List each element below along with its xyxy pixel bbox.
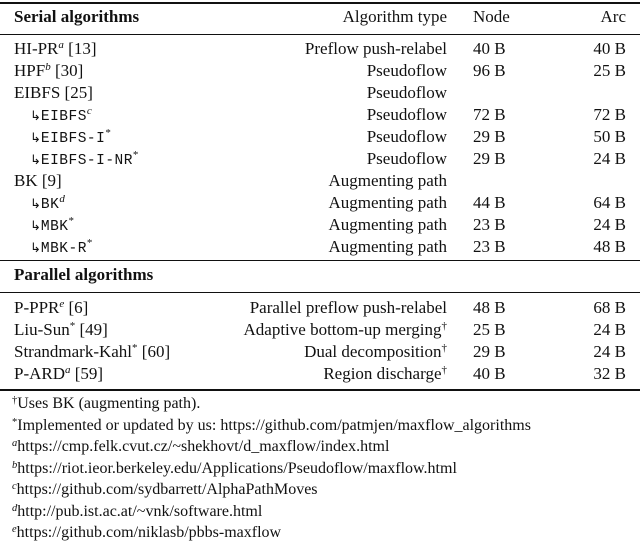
citation: [9] [37, 171, 62, 190]
node-size: 48 B [473, 298, 506, 317]
table-row [0, 148, 640, 170]
algorithm-label: MBK [40, 219, 69, 235]
arc-size: 64 B [593, 193, 626, 212]
arc-size: 40 B [593, 39, 626, 58]
footnote-text: Implemented or updated by us: https://github.com/patmjen/maxflow_algorithms [17, 416, 531, 434]
footnote-mark: † [12, 395, 18, 406]
algorithm-type [367, 126, 447, 148]
node-size: 29 B [473, 342, 506, 361]
arc-size: 24 B [593, 215, 626, 234]
algorithm-label: EIBFS-I-NR [40, 153, 133, 169]
footnote [12, 479, 632, 501]
sub-arrow-icon: ↳ [30, 109, 41, 124]
algorithm-name [14, 297, 88, 319]
bottom-rule [0, 389, 640, 391]
algorithm-type-label: Augmenting path [328, 237, 447, 256]
algorithm-type-label: Augmenting path [328, 215, 447, 234]
footnote-mark: c [12, 481, 17, 492]
algorithm-type [328, 170, 447, 192]
arc-size: 24 B [593, 320, 626, 339]
footnote-mark: * [12, 416, 18, 428]
top-rule [0, 2, 640, 4]
table-row [0, 104, 640, 126]
algorithm-label: BK [40, 197, 60, 213]
algorithm-type [367, 82, 447, 104]
table-header [0, 6, 640, 28]
algorithm-type-label: Adaptive bottom-up merging [243, 320, 442, 339]
footnote-mark: d [12, 502, 18, 514]
sub-arrow-icon: ↳ [30, 219, 41, 234]
footnote-text: https://riot.ieor.berkeley.edu/Applications/Pseudoflow/maxflow.html [17, 459, 457, 477]
citation: [13] [63, 39, 97, 58]
table-row [0, 341, 640, 363]
algorithm-name [14, 60, 83, 82]
footnote-mark: * [105, 127, 111, 139]
algorithm-type [244, 319, 448, 341]
table-row [0, 60, 640, 82]
header-node: Node [473, 7, 510, 26]
citation: [49] [75, 320, 108, 339]
table-row [0, 214, 640, 236]
footnote-mark: e [59, 298, 65, 310]
sub-arrow-icon: ↳ [30, 197, 41, 212]
algorithm-type [328, 236, 447, 258]
algorithm-label: EIBFS-I [40, 131, 106, 147]
node-size: 29 B [473, 149, 506, 168]
algorithm-label: MBK-R [40, 241, 87, 257]
algorithm-name [30, 104, 92, 128]
algorithm-label: EIBFS [14, 83, 61, 102]
footnote [12, 415, 632, 437]
table-row [0, 126, 640, 148]
footnote-text: Uses BK (augmenting path). [17, 395, 201, 412]
algorithm-label: P-ARD [14, 364, 66, 383]
arc-size: 24 B [593, 149, 626, 168]
node-size: 25 B [473, 320, 506, 339]
table-row [0, 319, 640, 341]
footnote-text: https://cmp.felk.cvut.cz/~shekhovt/d_maxflow/index.html [17, 438, 390, 455]
parallel-header-rule [0, 292, 640, 293]
algorithm-name [30, 126, 111, 150]
algorithm-type [304, 341, 447, 363]
algorithm-label: Strandmark-Kahl [14, 342, 133, 361]
sub-arrow-icon: ↳ [30, 153, 41, 168]
node-size: 72 B [473, 105, 506, 124]
algorithm-type [367, 148, 447, 170]
algorithm-label: Liu-Sun [14, 320, 70, 339]
section-rule [0, 260, 640, 261]
algorithm-type [367, 104, 447, 126]
algorithm-type-label: Pseudoflow [366, 61, 447, 80]
algorithm-type [323, 363, 447, 385]
arc-size: 68 B [593, 298, 626, 317]
algorithm-name [14, 170, 62, 192]
dagger-mark: † [441, 364, 447, 376]
node-size: 40 B [473, 39, 506, 58]
algorithm-type-label: Dual decomposition [304, 342, 442, 361]
arc-size: 72 B [593, 105, 626, 124]
algorithm-label: EIBFS [40, 109, 87, 125]
footnote-mark: a [12, 438, 18, 449]
algorithm-name [30, 236, 92, 260]
citation: [60] [137, 342, 171, 361]
dagger-mark: † [441, 320, 447, 332]
algorithm-type [328, 192, 447, 214]
algorithm-name [14, 341, 170, 363]
table-row [0, 38, 640, 60]
citation: [59] [70, 364, 104, 383]
footnote [12, 522, 632, 544]
algorithm-name [14, 38, 96, 60]
algorithm-type-label: Pseudoflow [366, 105, 447, 124]
node-size: 23 B [473, 237, 506, 256]
footnote-mark: e [12, 524, 17, 535]
arc-size: 32 B [593, 364, 626, 383]
sub-arrow-icon: ↳ [30, 131, 41, 146]
footnotes [12, 393, 632, 544]
arc-size: 50 B [593, 127, 626, 146]
footnote-mark: a [65, 364, 71, 376]
algorithm-name [14, 319, 108, 341]
algorithm-label: P-PPR [14, 298, 60, 317]
algorithm-type-label: Augmenting path [328, 193, 447, 212]
citation: [30] [50, 61, 84, 80]
footnote [12, 436, 632, 458]
footnote-text: https://github.com/sydbarrett/AlphaPathMoves [16, 481, 318, 498]
arc-size: 24 B [593, 342, 626, 361]
arc-size: 25 B [593, 61, 626, 80]
citation: [25] [60, 83, 93, 102]
algorithm-type [367, 60, 447, 82]
table-row [0, 82, 640, 104]
table-row [0, 297, 640, 319]
footnote-mark: * [132, 342, 138, 354]
node-size: 96 B [473, 61, 506, 80]
algorithm-name [30, 148, 138, 172]
header-arc: Arc [600, 7, 626, 26]
arc-size: 48 B [593, 237, 626, 256]
table-row [0, 170, 640, 192]
footnote-text: https://github.com/niklasb/pbbs-maxflow [16, 524, 282, 541]
algorithm-name [14, 363, 103, 385]
footnote-mark: b [12, 459, 18, 471]
footnote [12, 458, 632, 480]
parallel-header [0, 264, 640, 286]
footnote-mark: * [68, 215, 75, 227]
footnote-text: http://pub.ist.ac.at/~vnk/software.html [17, 502, 263, 520]
footnote-mark: * [86, 237, 93, 249]
citation: [6] [64, 298, 89, 317]
algorithm-type-label: Preflow push-relabel [304, 39, 447, 58]
algorithm-name [14, 82, 93, 104]
footnote [12, 393, 632, 415]
node-size: 29 B [473, 127, 506, 146]
footnote [12, 501, 632, 523]
node-size: 44 B [473, 193, 506, 212]
algorithm-label: HI-PR [14, 39, 59, 58]
node-size: 23 B [473, 215, 506, 234]
algorithm-type [305, 38, 447, 60]
node-size: 40 B [473, 364, 506, 383]
algorithm-type-label: Pseudoflow [366, 83, 447, 102]
table-row [0, 192, 640, 214]
algorithm-type-label: Region discharge [323, 364, 442, 383]
algorithm-type-label: Parallel preflow push-relabel [249, 298, 447, 317]
serial-section-title: Serial algorithms [14, 7, 140, 26]
algorithm-name [30, 214, 74, 238]
algorithm-label: BK [14, 171, 38, 190]
algorithm-type-label: Pseudoflow [366, 149, 447, 168]
footnote-mark: b [45, 61, 51, 73]
algorithm-type [250, 297, 447, 319]
table-row [0, 236, 640, 258]
algorithm-label: HPF [14, 61, 46, 80]
parallel-section-title: Parallel algorithms [14, 265, 154, 284]
footnote-mark: * [69, 320, 76, 332]
header-algorithm-type: Algorithm type [342, 7, 447, 26]
footnote-mark: * [132, 149, 139, 161]
algorithm-type-label: Pseudoflow [366, 127, 447, 146]
footnote-mark: c [86, 105, 92, 117]
sub-arrow-icon: ↳ [30, 241, 41, 256]
footnote-mark: d [59, 193, 65, 205]
algorithm-name [30, 192, 65, 216]
algorithm-type [328, 214, 447, 236]
footnote-mark: a [58, 39, 64, 51]
table-row [0, 363, 640, 385]
dagger-mark: † [441, 342, 447, 354]
algorithm-type-label: Augmenting path [328, 171, 447, 190]
header-rule [0, 34, 640, 35]
